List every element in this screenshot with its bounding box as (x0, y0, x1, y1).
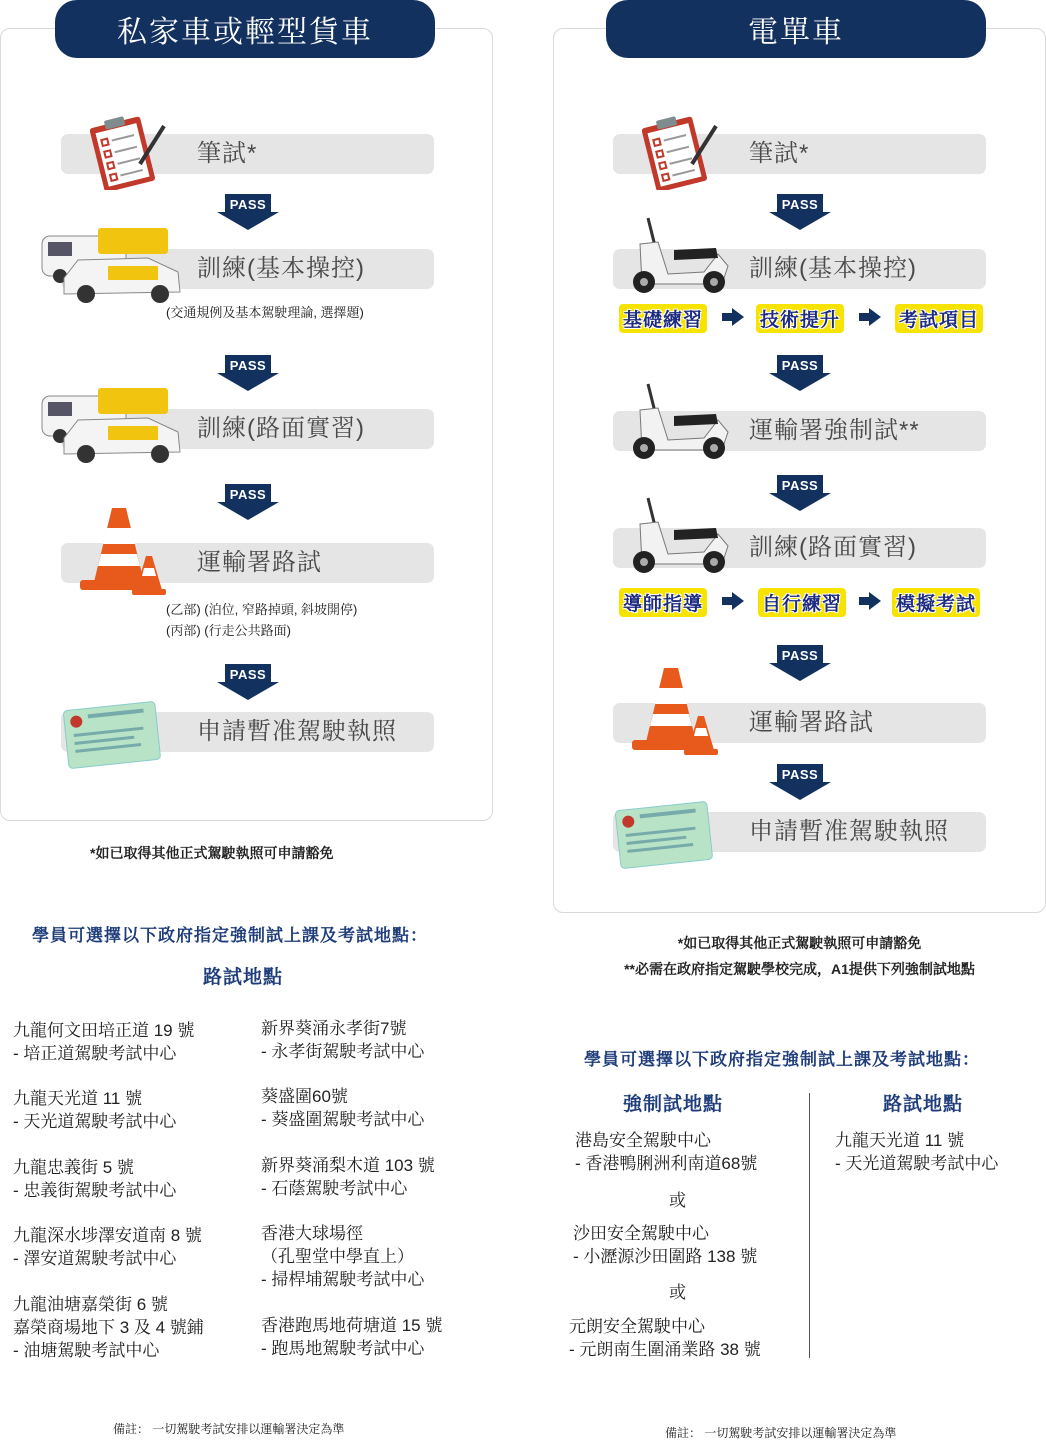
pass-arrow-tip (217, 373, 279, 391)
arrow-right-icon (859, 592, 881, 610)
step-label: 訓練(路面實習) (197, 415, 365, 442)
right-pass-1 (769, 194, 831, 230)
left-road-test-title: 路試地點 (203, 967, 284, 988)
step-label: 運輸署強制試** (749, 417, 920, 444)
or-label: 或 (669, 1191, 686, 1210)
address-line: 香港跑馬地荷塘道 15 號 (261, 1316, 443, 1335)
step-label: 訓練(基本操控) (749, 255, 917, 282)
location-item (261, 1154, 435, 1200)
location-item (13, 1156, 176, 1202)
address-line: 嘉榮商場地下 3 及 4 號鋪 (13, 1318, 204, 1337)
address-line: 九龍天光道 11 號 (13, 1089, 143, 1108)
location-item (13, 1087, 176, 1133)
scooter-icon (618, 380, 732, 462)
arrow-right-icon (859, 308, 881, 326)
center-line: - 油塘駕駛考試中心 (13, 1341, 160, 1360)
address-line: 九龍天光道 11 號 (835, 1131, 965, 1150)
step-label: 筆試* (197, 140, 258, 167)
location-item (13, 1019, 194, 1065)
right-pass-2 (769, 355, 831, 391)
step-label: 筆試* (749, 140, 810, 167)
location-item (261, 1222, 424, 1291)
tag-mock-exam: 模擬考試 (892, 588, 980, 617)
pass-arrow-tip (217, 682, 279, 700)
pass-label: PASS (229, 197, 267, 212)
right-pass-5 (769, 764, 831, 800)
step-label: 訓練(基本操控) (197, 255, 365, 282)
license-card-icon (60, 698, 164, 774)
right-footer: 備註： 一切駕駛考試安排以運輸署決定為準 (665, 1426, 897, 1440)
location-item (261, 1085, 424, 1131)
tag-skill-improve: 技術提升 (756, 304, 844, 333)
pass-label: PASS (781, 648, 819, 663)
right-pass-3 (769, 475, 831, 511)
arrow-right-icon (722, 308, 744, 326)
scooter-icon (618, 494, 732, 576)
address-line: 元朗安全駕駛中心 (569, 1317, 705, 1336)
address-line: 九龍忠義街 5 號 (13, 1158, 134, 1177)
address-line: 沙田安全駕駛中心 (573, 1224, 709, 1243)
location-item (569, 1315, 761, 1361)
pass-arrow-tip (769, 663, 831, 681)
center-line: - 天光道駕駛考試中心 (13, 1112, 177, 1131)
pass-label: PASS (781, 358, 819, 373)
left-pass-2 (217, 355, 279, 391)
pass-arrow-tip (217, 212, 279, 230)
pass-label: PASS (781, 197, 819, 212)
step-label: 運輸署路試 (749, 709, 874, 736)
tag-instructor-guide: 導師指導 (619, 588, 707, 617)
left-note-road-1: (乙部) (泊位, 窄路掉頭, 斜坡開停) (166, 602, 358, 617)
pass-label: PASS (229, 667, 267, 682)
pass-arrow-tip (769, 493, 831, 511)
center-line: - 忠義街駕駛考試中心 (13, 1181, 177, 1200)
right-school-note: **必需在政府指定駕駛學校完成，A1提供下列強制試地點 (624, 961, 975, 977)
right-choose-title: 學員可選擇以下政府指定強制試上課及考試地點： (584, 1050, 980, 1069)
tag-self-practice: 自行練習 (758, 588, 846, 617)
address-line: 九龍深水埗澤安道南 8 號 (13, 1226, 202, 1245)
center-line: - 小瀝源沙田圍路 138 號 (573, 1247, 758, 1266)
location-item (261, 1017, 424, 1063)
center-line: - 香港鴨脷洲利南道68號 (575, 1154, 758, 1173)
left-note-road-2: (丙部) (行走公共路面) (166, 623, 291, 638)
or-label: 或 (669, 1283, 686, 1302)
location-item (573, 1222, 757, 1268)
address-line: 新界葵涌永孝街7號 (261, 1019, 407, 1038)
left-footer: 備註： 一切駕駛考試安排以運輸署決定為準 (113, 1422, 345, 1436)
left-pass-3 (217, 484, 279, 520)
van-car-icon (38, 382, 188, 464)
van-car-icon (38, 222, 188, 304)
arrow-right-icon (722, 592, 744, 610)
right-exempt-note: *如已取得其他正式駕駛執照可申請豁免 (677, 935, 922, 951)
traffic-cone-icon (74, 506, 174, 598)
license-card-icon (612, 798, 716, 874)
pass-label: PASS (229, 358, 267, 373)
step-label: 訓練(路面實習) (749, 534, 917, 561)
address-line: 葵盛圍60號 (261, 1087, 348, 1106)
left-pass-1 (217, 194, 279, 230)
left-note-basic: (交通規例及基本駕駛理論, 選擇題) (166, 305, 364, 320)
location-item (575, 1129, 757, 1175)
center-line: - 永孝街駕駛考試中心 (261, 1042, 425, 1061)
clipboard-icon (640, 112, 720, 190)
left-pass-4 (217, 664, 279, 700)
right-mandatory-title: 強制試地點 (623, 1094, 724, 1115)
column-divider (809, 1093, 810, 1358)
pass-arrow-tip (769, 212, 831, 230)
center-line: - 培正道駕駛考試中心 (13, 1044, 177, 1063)
location-item (13, 1293, 204, 1362)
center-line: - 掃桿埔駕駛考試中心 (261, 1270, 425, 1289)
address-line: 九龍油塘嘉榮街 6 號 (13, 1295, 168, 1314)
address-line: 香港大球場徑 (261, 1224, 363, 1243)
center-line: - 跑馬地駕駛考試中心 (261, 1339, 425, 1358)
location-item (261, 1314, 442, 1360)
pass-arrow-tip (769, 782, 831, 800)
location-item (835, 1129, 998, 1175)
pass-label: PASS (229, 487, 267, 502)
pass-label: PASS (781, 478, 819, 493)
center-line: - 石蔭駕駛考試中心 (261, 1179, 408, 1198)
right-header: 電單車 (606, 0, 986, 58)
center-line: - 元朗南生圍涌業路 38 號 (569, 1340, 761, 1359)
pass-arrow-tip (217, 502, 279, 520)
pass-label: PASS (781, 767, 819, 782)
tag-exam-items: 考試項目 (895, 304, 983, 333)
step-label: 申請暫准駕駛執照 (749, 818, 949, 845)
center-line: - 澤安道駕駛考試中心 (13, 1249, 177, 1268)
location-item (13, 1224, 202, 1270)
right-pass-4 (769, 645, 831, 681)
address-line: 新界葵涌梨木道 103 號 (261, 1156, 435, 1175)
right-notes (553, 930, 1046, 982)
address-line: （孔聖堂中學直上） (261, 1247, 414, 1266)
traffic-cone-icon (626, 666, 726, 758)
address-line: 九龍何文田培正道 19 號 (13, 1021, 195, 1040)
left-header: 私家車或輕型貨車 (55, 0, 435, 58)
right-road-test-title: 路試地點 (883, 1094, 964, 1115)
left-choose-title: 學員可選擇以下政府指定強制試上課及考試地點： (32, 926, 428, 945)
step-label: 運輸署路試 (197, 549, 322, 576)
pass-arrow-tip (769, 373, 831, 391)
clipboard-icon (88, 112, 168, 190)
center-line: - 天光道駕駛考試中心 (835, 1154, 999, 1173)
left-exempt-note: *如已取得其他正式駕駛執照可申請豁免 (90, 845, 334, 861)
step-label: 申請暫准駕駛執照 (197, 718, 397, 745)
center-line: - 葵盛圍駕駛考試中心 (261, 1110, 425, 1129)
tag-basic-practice: 基礎練習 (619, 304, 707, 333)
address-line: 港島安全駕駛中心 (575, 1131, 711, 1150)
scooter-icon (618, 214, 732, 296)
